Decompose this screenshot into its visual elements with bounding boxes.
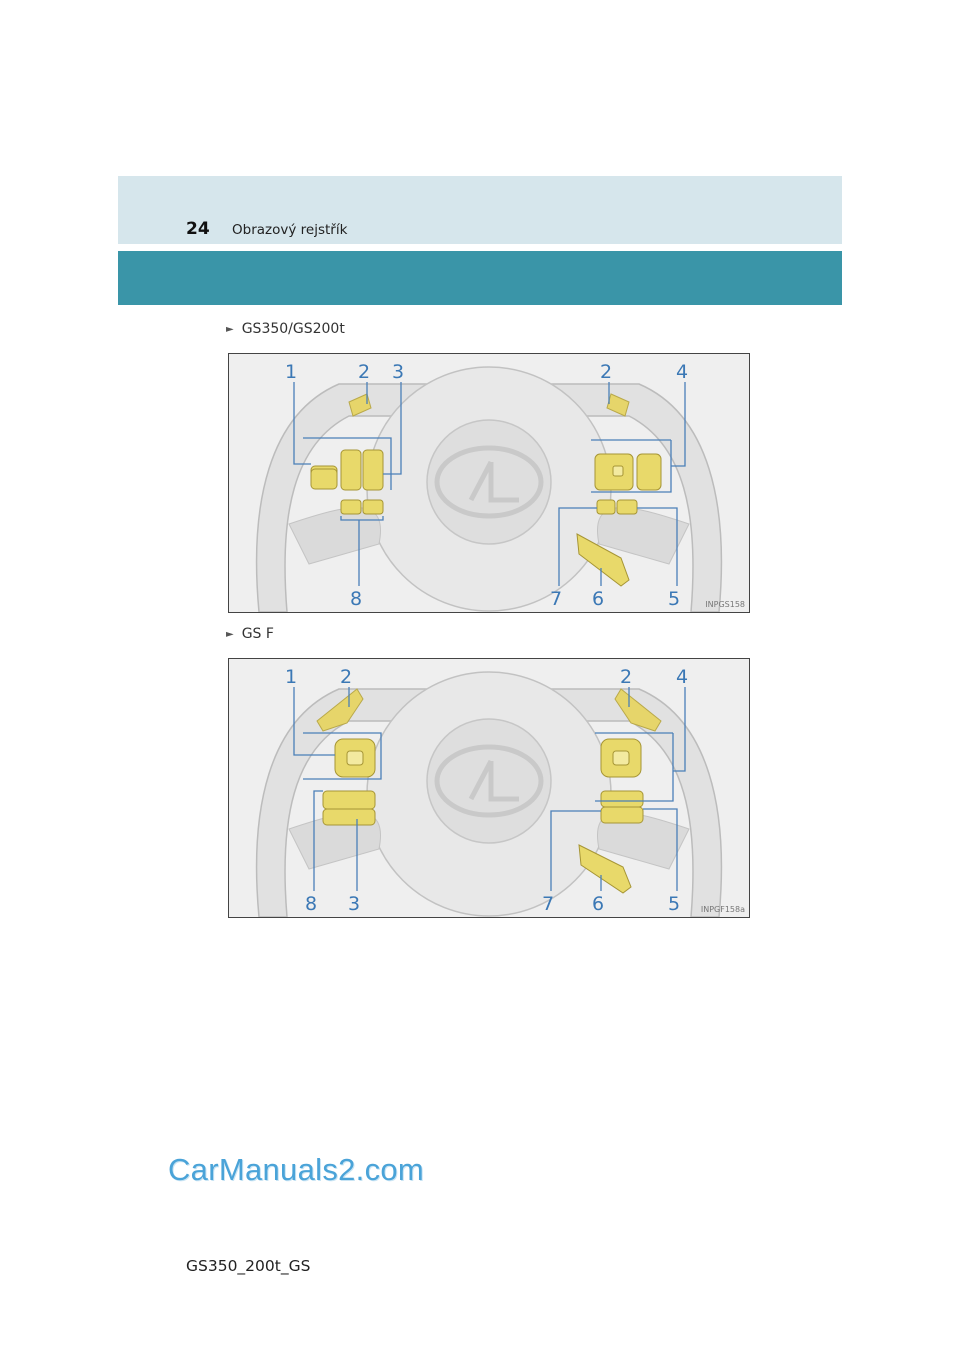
section-bar <box>118 251 842 305</box>
steering-wheel-figure-gs350 <box>228 353 750 613</box>
triangle-bullet-icon: ► <box>226 323 234 335</box>
callout-8: 8 <box>305 893 318 915</box>
callout-6: 6 <box>592 893 605 915</box>
callout-7: 7 <box>550 588 563 610</box>
callout-2-left: 2 <box>358 361 371 383</box>
callout-1: 1 <box>285 361 298 383</box>
callout-1: 1 <box>285 666 298 688</box>
callout-4: 4 <box>676 361 689 383</box>
section-title: Obrazový rejstřík <box>232 222 348 238</box>
variant-heading-gs350 <box>226 321 345 337</box>
callout-4: 4 <box>676 666 689 688</box>
watermark-logo: CarManuals2.com <box>168 1152 425 1187</box>
callout-5: 5 <box>668 588 681 610</box>
callout-3: 3 <box>348 893 361 915</box>
steering-wheel-illustration <box>229 659 749 917</box>
steering-wheel-figure-gsf <box>228 658 750 918</box>
triangle-bullet-icon: ► <box>226 628 234 640</box>
figure-code: INPGF158a <box>700 905 745 914</box>
callout-2-left: 2 <box>340 666 353 688</box>
page-number: 24 <box>186 219 210 239</box>
figure-code: INPGS158 <box>705 600 745 609</box>
callout-7: 7 <box>542 893 555 915</box>
callout-5: 5 <box>668 893 681 915</box>
variant-heading-gsf <box>226 626 274 642</box>
variant-label: GS F <box>241 626 274 642</box>
callout-2-right: 2 <box>600 361 613 383</box>
callout-6: 6 <box>592 588 605 610</box>
callout-2-right: 2 <box>620 666 633 688</box>
header-band <box>118 176 842 244</box>
callout-8: 8 <box>350 588 363 610</box>
steering-wheel-illustration <box>229 354 749 612</box>
footer-document-code: GS350_200t_GS <box>186 1257 311 1275</box>
variant-label: GS350/GS200t <box>241 321 345 337</box>
callout-3: 3 <box>392 361 405 383</box>
